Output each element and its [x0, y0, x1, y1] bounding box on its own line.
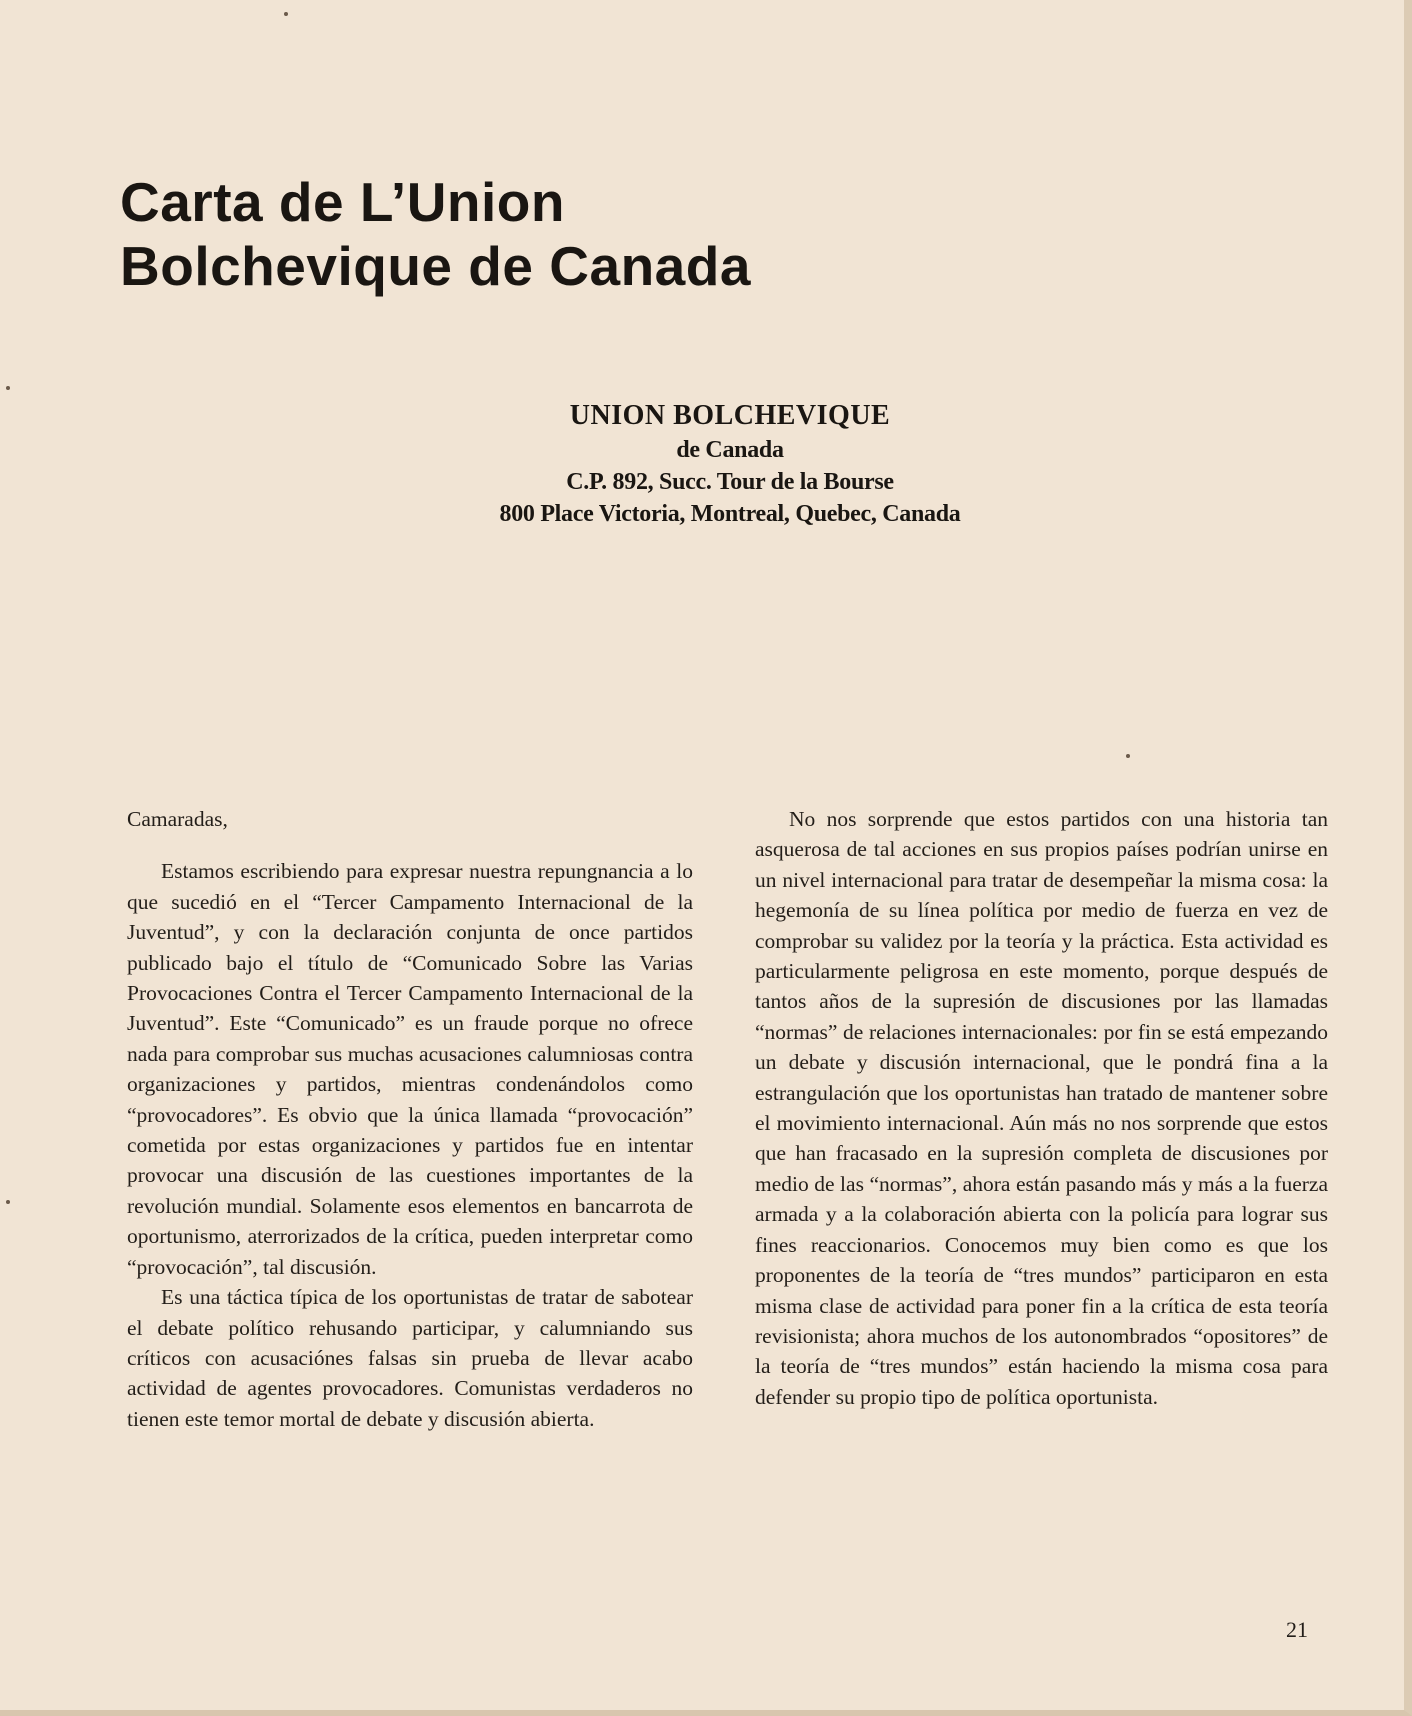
body-paragraph: Estamos escribiendo para expresar nuestra repungnancia a lo que sucedió en el “Tercer Campamento Internacional de la Juventud”, y con la declaración conjunta de once partidos publicado bajo el título de “Comunicado Sobre las Varias Provocaciones Contra el Tercer Campamento Internacional de la Juventud”. Este “Comunicado” es un fraude porque no ofrece nada para comprobar sus muchas acusaciones calumniosas contra organizaciones y partidos, mientras condenándolos como “provocadores”. Es obvio que la única llamada “provocación” cometida por estas organizaciones y partidos fue en intentar provocar una discusión de las cuestiones importantes de la revolución mundial. Solamente esos elementos en bancarrota de oportunismo, aterrorizados de la crítica, pueden interpretar como “provocación”, tal discusión.: [127, 859, 693, 1279]
organization-country: de Canada: [676, 437, 784, 463]
salutation: Camaradas,: [127, 807, 228, 831]
article-title-line-2: Bolchevique de Canada: [120, 235, 751, 297]
body-paragraph: Es una táctica típica de los oportunistas de tratar de sabotear el debate político rehusando participar, y calumniando sus críticos con acusaciónes falsas sin prueba de llevar acabo actividad de agentes provocadores. Comunistas verdaderos no tienen este temor mortal de debate y discusión abierta.: [127, 1285, 693, 1431]
article-title-line-1: Carta de L’Union: [120, 171, 565, 233]
postal-box: C.P. 892, Succ. Tour de la Bourse: [566, 469, 894, 495]
body-paragraph: No nos sorprende que estos partidos con una historia tan asquerosa de tal acciones en sus propios países podrían unirse en un nivel internacional para tratar de desempeñar la misma cosa: la hegemonía de su línea política por medio de fuerza en vez de comprobar su validez por la teoría y la práctica. Esta actividad es particularmente peligrosa en este momento, porque después de tantos años de la supresión de discusiones por las llamadas “normas” de relaciones internacionales: por fin se está empezando un debate y discusión internacional, que le pondrá fina a la estrangulación que los oportunistas han tratado de mantener sobre el movimiento internacional. Aún más no nos sorprende que estos que han fracasado en la supresión completa de discusiones por medio de las “normas”, ahora están pasando más y más a la fuerza armada y a la colaboración abierta con la policía para lograr sus fines reaccionarios. Conocemos muy bien como es que los proponentes de la teoría de “tres mundos” participaron en esta misma clase de actividad para poner fin a la crítica de esta teoría revisionista; ahora muchos de los autonombrados “opositores” de la teoría de “tres mundos” están haciendo la misma cosa para defender su propio tipo de política oportunista.: [755, 807, 1328, 1409]
print-speck: [284, 12, 288, 16]
print-speck: [1126, 754, 1130, 758]
right-column: [755, 804, 1328, 1412]
print-speck: [6, 386, 10, 390]
organization-name: UNION BOLCHEVIQUE: [569, 400, 891, 431]
sender-address-block: [420, 398, 1040, 530]
print-speck: [6, 1200, 10, 1204]
page-number: 21: [1286, 1617, 1308, 1642]
street-address: 800 Place Victoria, Montreal, Quebec, Canada: [499, 501, 961, 527]
article-title: [120, 170, 751, 298]
left-column: [127, 804, 693, 1434]
